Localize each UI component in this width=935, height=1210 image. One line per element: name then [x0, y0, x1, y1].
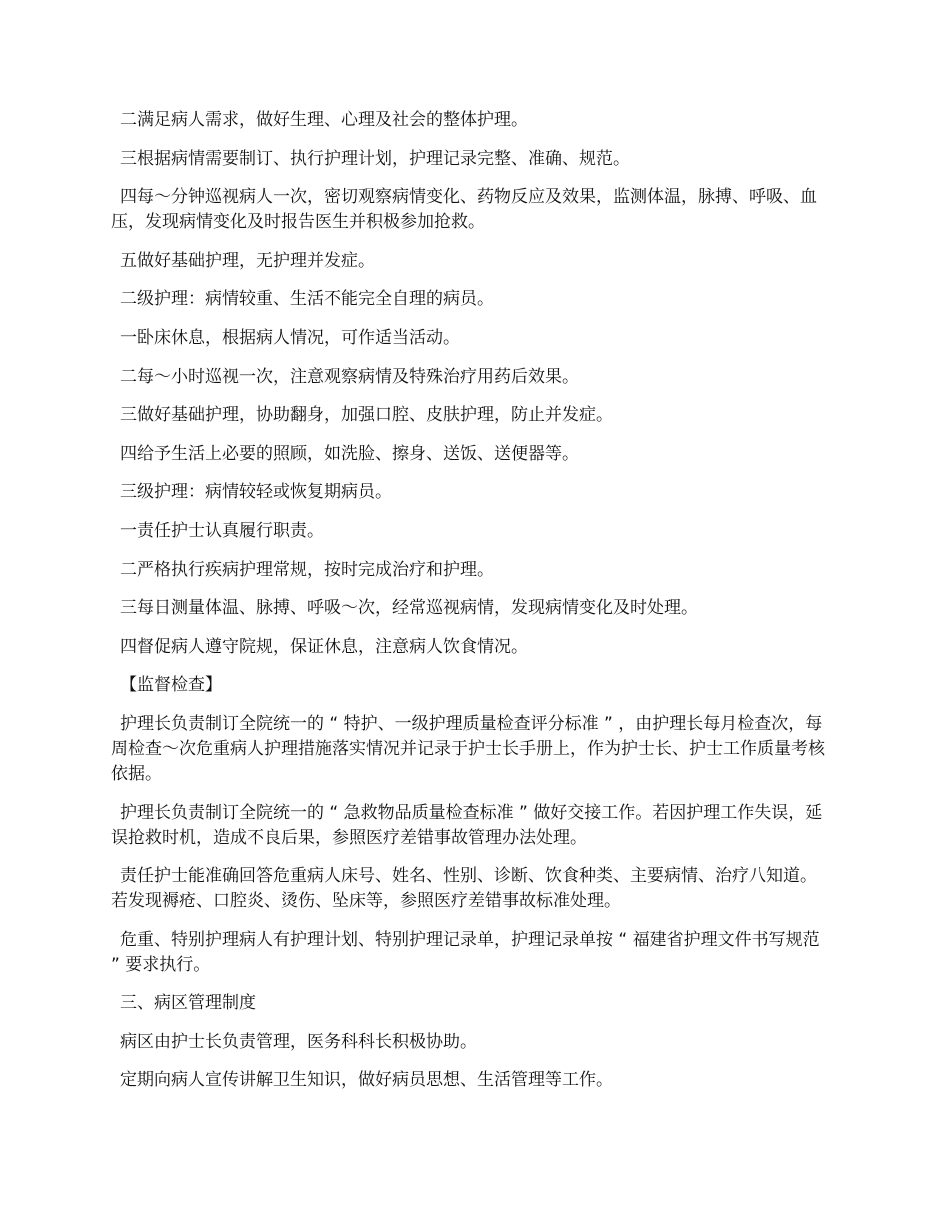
paragraph: 四每～分钟巡视病人一次，密切观察病情变化、药物反应及效果，监测体温，脉搏、呼吸、血压，发现病情变化及时报告医生并积极参加抢救。	[111, 187, 817, 233]
paragraph: 二每～小时巡视一次，注意观察病情及特殊治疗用药后效果。	[120, 366, 579, 387]
paragraph: 危重、特别护理病人有护理计划、特别护理记录单，护理记录单按 “ 福建省护理文件书写规范 ” 要求执行。	[111, 929, 820, 975]
paragraph: 三每日测量体温、脉搏、呼吸～次，经常巡视病情，发现病情变化及时处理。	[120, 598, 698, 619]
paragraph: 三做好基础护理，协助翻身，加强口腔、皮肤护理，防止并发症。	[120, 405, 613, 426]
paragraph: 责任护士能准确回答危重病人床号、姓名、性别、诊断、饮食种类、主要病情、治疗八知道。若发现褥疮、口腔炎、烫伤、坠床等，参照医疗差错事故标准处理。	[111, 866, 817, 912]
section-heading: 【监督检查】	[120, 675, 222, 696]
paragraph: 一卧床休息，根据病人情况，可作适当活动。	[120, 327, 460, 348]
paragraph: 定期向病人宣传讲解卫生知识，做好病员思想、生活管理等工作。	[120, 1070, 613, 1091]
paragraph: 三根据病情需要制订、执行护理计划，护理记录完整、准确、规范。	[120, 148, 630, 169]
paragraph: 二满足病人需求，做好生理、心理及社会的整体护理。	[120, 110, 528, 130]
paragraph: 护理长负责制订全院统一的 “ 特护、一级护理质量检查评分标准 ” ，由护理长每月检查次，每周检查～次危重病人护理措施落实情况并记录于护士长手册上，作为护士长、护士工作质量考核依据。	[111, 713, 825, 784]
document-body	[111, 108, 827, 1107]
paragraph: 五做好基础护理，无护理并发症。	[120, 250, 375, 271]
paragraph: 病区由护士长负责管理，医务科科长积极协助。	[120, 1031, 477, 1052]
paragraph: 二严格执行疾病护理常规，按时完成治疗和护理。	[120, 559, 494, 580]
paragraph: 四给予生活上必要的照顾，如洗脸、擦身、送饭、送便器等。	[120, 443, 579, 464]
paragraph: 四督促病人遵守院规，保证休息，注意病人饮食情况。	[120, 636, 528, 657]
section-heading: 二级护理：病情较重、生活不能完全自理的病员。	[120, 289, 494, 310]
section-heading: 三、病区管理制度	[120, 993, 256, 1014]
section-heading: 三级护理：病情较轻或恢复期病员。	[120, 482, 392, 503]
paragraph: 一责任护士认真履行职责。	[120, 520, 324, 541]
paragraph: 护理长负责制订全院统一的 “ 急救物品质量检查标准 ” 做好交接工作。若因护理工作失误，延误抢救时机，造成不良后果，参照医疗差错事故管理办法处理。	[111, 802, 823, 848]
